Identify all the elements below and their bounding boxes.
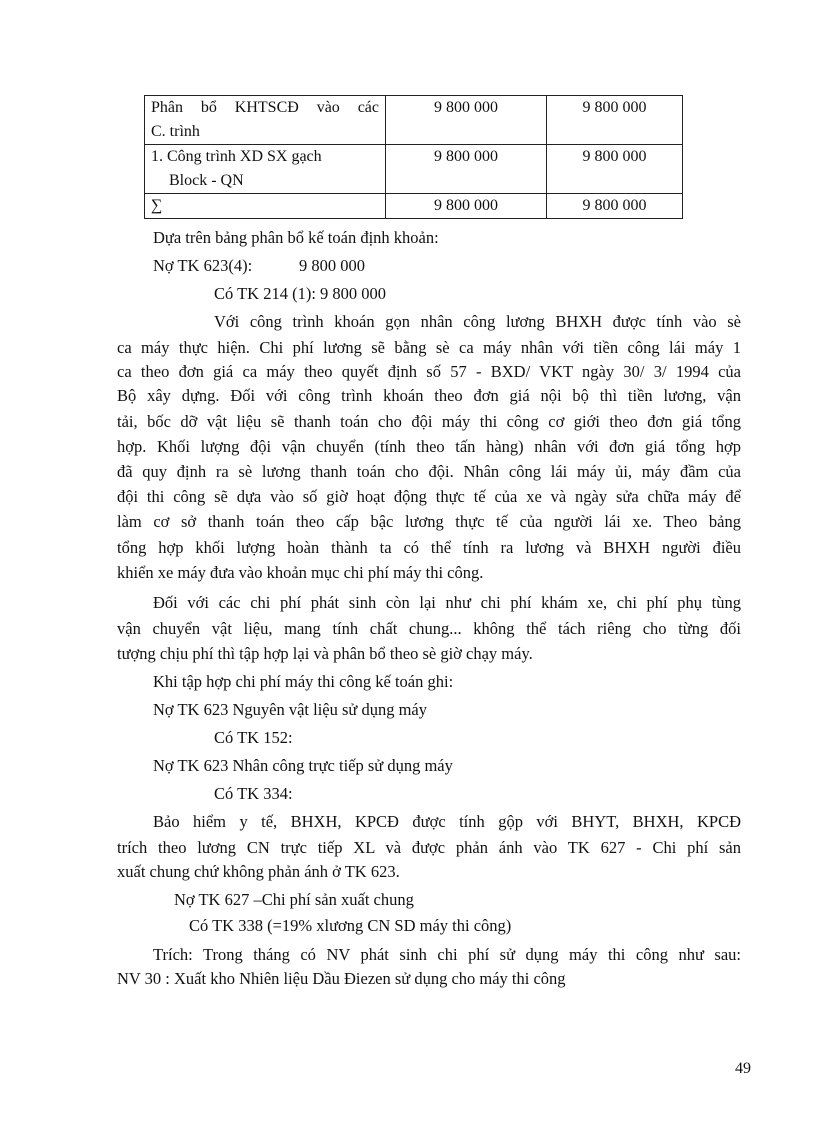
journal-debit: Nợ TK 623 Nguyên vật liệu sử dụng máy	[153, 700, 427, 719]
table-cell: 9 800 000	[547, 145, 683, 194]
table-cell: 9 800 000	[386, 96, 547, 145]
paragraph-line: làm cơ sở thanh toán theo cấp bậc lương thực tế của người lái xe. Theo bảng	[117, 512, 741, 531]
cell-text-line: Phân bổ KHTSCĐ vào các	[151, 99, 379, 116]
paragraph-line: hợp. Khối lượng đội vận chuyển (tính theo tấn hàng) nhân với đơn giá tổng hợp	[117, 437, 741, 456]
intro-text: Dựa trên bảng phân bổ kế toán định khoản:	[153, 228, 439, 247]
journal-credit: Có TK 338 (=19% xlương CN SD máy thi công)	[189, 916, 512, 935]
entry1-debit-amount: 9 800 000	[299, 256, 365, 275]
cell-text-line: C. trình	[151, 123, 200, 140]
sum-symbol-cell: ∑	[145, 194, 386, 219]
page-number: 49	[735, 1060, 751, 1077]
paragraph-line: khiển xe máy đưa vào khoản mục chi phí máy thi công.	[117, 563, 484, 582]
paragraph-line: đội thi công sẽ dựa vào số giờ hoạt động thực tế của xe và ngày sửa chữa máy để	[117, 487, 741, 506]
paragraph-line: trích theo lương CN trực tiếp XL và được phản ánh vào TK 627 - Chi phí sản	[117, 838, 741, 857]
paragraph-line: tượng chịu phí thì tập hợp lại và phân bổ theo sè giờ chạy máy.	[117, 644, 533, 663]
table-row	[145, 96, 683, 145]
entry1-debit-account: Nợ TK 623(4):	[153, 256, 253, 275]
table-cell: 9 800 000	[386, 145, 547, 194]
table-cell: 9 800 000	[547, 96, 683, 145]
cell-text-line: 1. Công trình XD SX gạch	[151, 148, 322, 165]
journal-credit: Có TK 334:	[214, 784, 293, 803]
paragraph-line: NV 30 : Xuất kho Nhiên liệu Dầu Điezen sử dụng cho máy thi công	[117, 969, 566, 988]
journal-debit: Nợ TK 623 Nhân công trực tiếp sử dụng máy	[153, 756, 453, 775]
allocation-table	[144, 95, 683, 219]
paragraph-line: vận chuyển vật liệu, mang tính chất chung... không thể tách riêng cho từng đối	[117, 619, 741, 638]
journal-debit: Nợ TK 627 –Chi phí sản xuất chung	[174, 890, 414, 909]
paragraph-line: Trích: Trong tháng có NV phát sinh chi phí sử dụng máy thi công như sau:	[153, 945, 741, 964]
paragraph-line: xuất chung chứ không phản ánh ở TK 623.	[117, 862, 400, 881]
table-cell: 9 800 000	[547, 194, 683, 219]
table-cell	[145, 145, 386, 194]
paragraph-line: Với công trình khoán gọn nhân công lương BHXH được tính vào sè	[214, 312, 741, 331]
paragraph-line: Bảo hiểm y tế, BHXH, KPCĐ được tính gộp với BHYT, BHXH, KPCĐ	[153, 812, 741, 831]
paragraph-line: ca theo đơn giá ca máy theo quyết định số 57 - BXD/ VKT ngày 30/ 3/ 1994 của	[117, 362, 741, 381]
paragraph-line: Bộ xây dựng. Đối với công trình khoán theo đơn giá nội bộ thì tiền lương, vận	[117, 386, 741, 405]
entry1-credit: Có TK 214 (1): 9 800 000	[214, 284, 387, 303]
table-cell: 9 800 000	[386, 194, 547, 219]
paragraph-line: tổng hợp khối lượng hoàn thành ta có thể tính ra lương và BHXH người điều	[117, 538, 741, 557]
table-cell	[145, 96, 386, 145]
journal-credit: Có TK 152:	[214, 728, 293, 747]
table-row	[145, 194, 683, 219]
cell-text-line: Block - QN	[169, 172, 244, 189]
paragraph-line: ca máy thực hiện. Chi phí lương sẽ bằng sè ca máy nhân với tiền công lái máy 1	[117, 338, 741, 357]
table-row	[145, 145, 683, 194]
paragraph-line: đã quy định ra sè lương thanh toán cho đội. Nhân công lái máy ủi, máy đầm của	[117, 462, 741, 481]
paragraph-line: tải, bốc dỡ vật liệu sẽ thanh toán cho đội máy thi công cơ giới theo đơn giá tổng	[117, 412, 741, 431]
paragraph-line: Khi tập hợp chi phí máy thi công kế toán ghi:	[153, 672, 454, 691]
paragraph-line: Đối với các chi phí phát sinh còn lại như chi phí khám xe, chi phí phụ tùng	[153, 593, 741, 612]
